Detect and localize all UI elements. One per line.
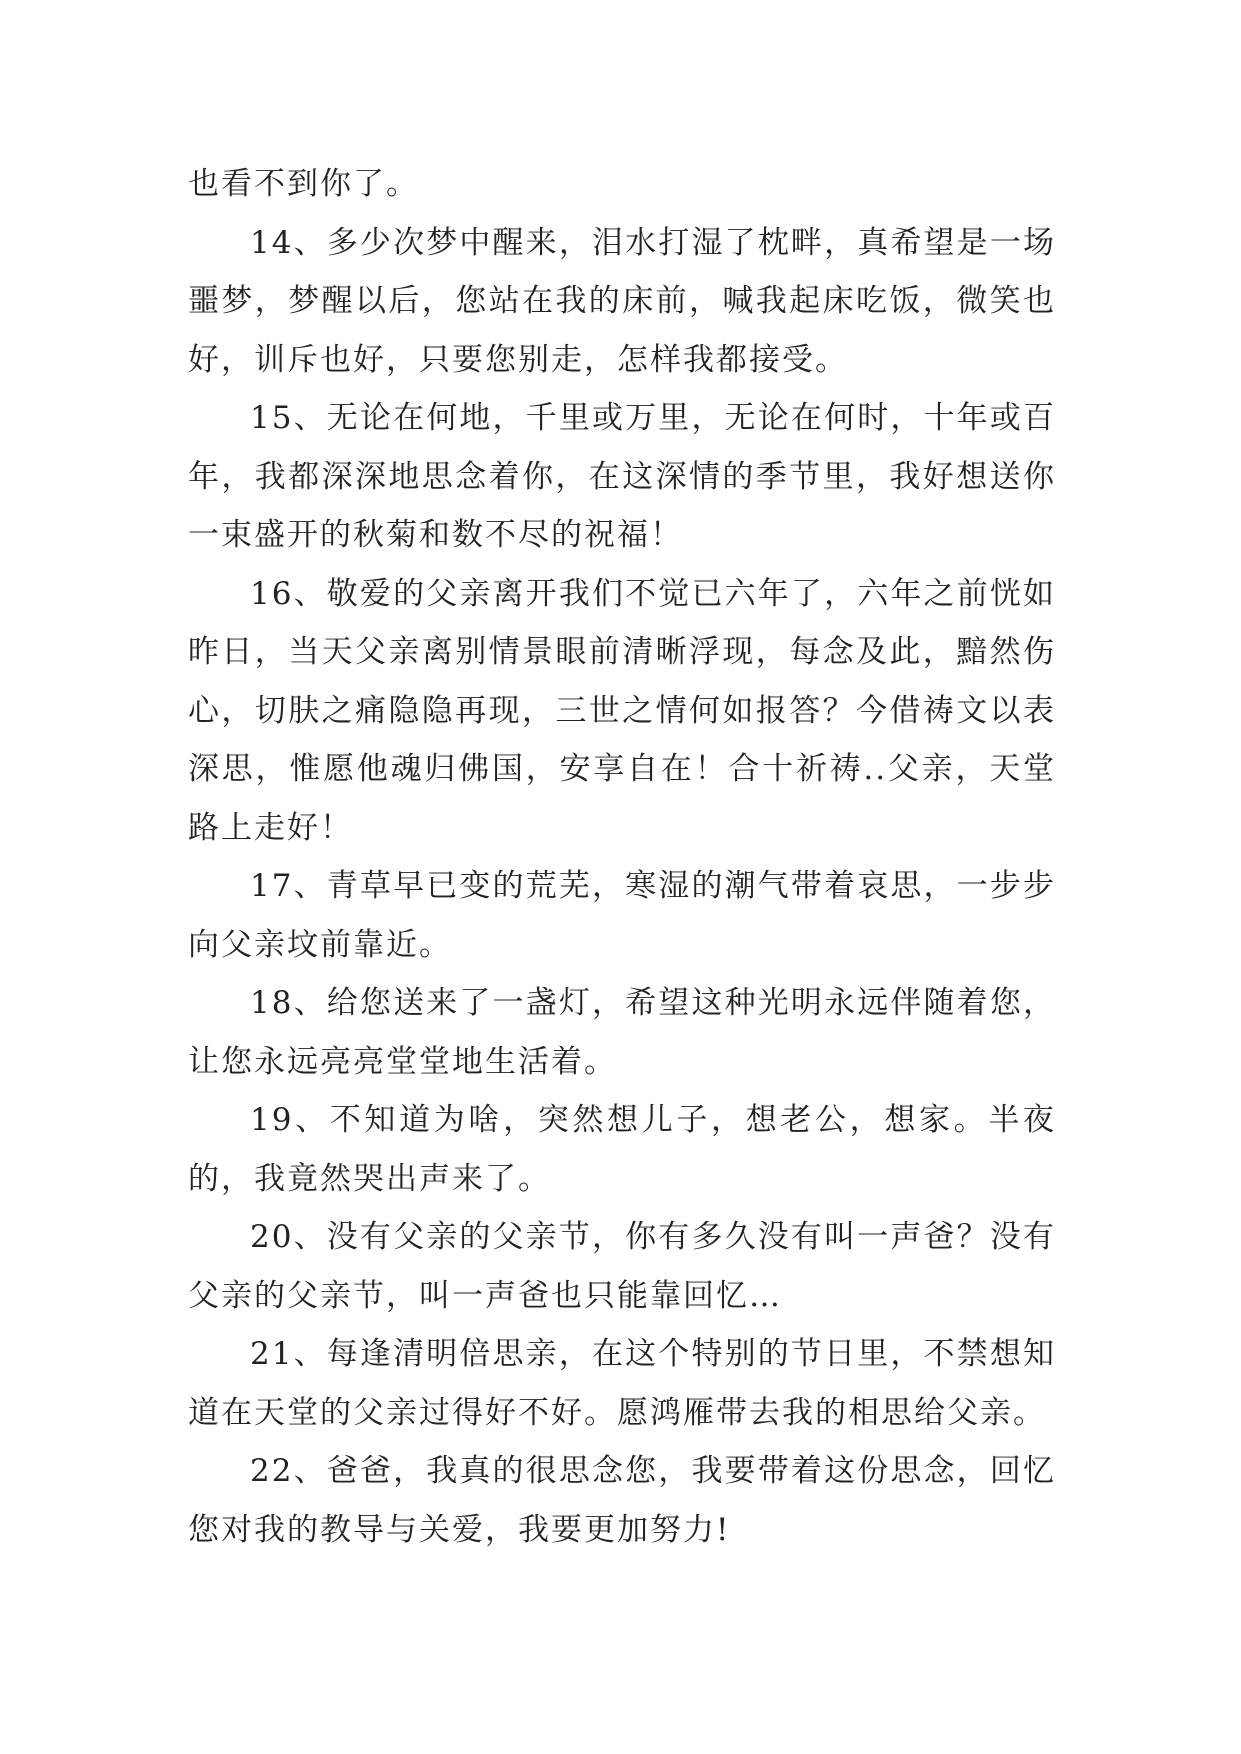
paragraph-18: 18、给您送来了一盏灯，希望这种光明永远伴随着您，让您永远亮亮堂堂地生活着。: [188, 985, 1056, 1080]
document-body: [188, 155, 1056, 1559]
paragraph-19: 19、不知道为啥，突然想儿子，想老公，想家。半夜的，我竟然哭出声来了。: [188, 1102, 1056, 1197]
paragraph-22: 22、爸爸，我真的很思念您，我要带着这份思念，回忆您对我的教导与关爱，我要更加努力!: [188, 1453, 1056, 1548]
paragraph-continued: 也看不到你了。: [188, 166, 419, 202]
paragraph-16: 16、敬爱的父亲离开我们不觉已六年了，六年之前恍如昨日，当天父亲离别情景眼前清晰浮现，每念及此，黯然伤心，切肤之痛隐隐再现，三世之情何如报答？今借祷文以表深思，惟愿他魂归佛国，安享自在！合十祈祷..父亲，天堂路上走好！: [188, 575, 1056, 846]
paragraph-21: 21、每逢清明倍思亲，在这个特别的节日里，不禁想知道在天堂的父亲过得好不好。愿鸿雁带去我的相思给父亲。: [188, 1336, 1056, 1431]
paragraph-20: 20、没有父亲的父亲节，你有多久没有叫一声爸？没有父亲的父亲节，叫一声爸也只能靠回忆…: [188, 1219, 1056, 1314]
paragraph-14: 14、多少次梦中醒来，泪水打湿了枕畔，真希望是一场噩梦，梦醒以后，您站在我的床前，喊我起床吃饭，微笑也好，训斥也好，只要您别走，怎样我都接受。: [188, 224, 1056, 378]
paragraph-17: 17、青草早已变的荒芜，寒湿的潮气带着哀思，一步步向父亲坟前靠近。: [188, 868, 1056, 963]
paragraph-15: 15、无论在何地，千里或万里，无论在何时，十年或百年，我都深深地思念着你，在这深情的季节里，我好想送你一束盛开的秋菊和数不尽的祝福！: [188, 400, 1056, 553]
